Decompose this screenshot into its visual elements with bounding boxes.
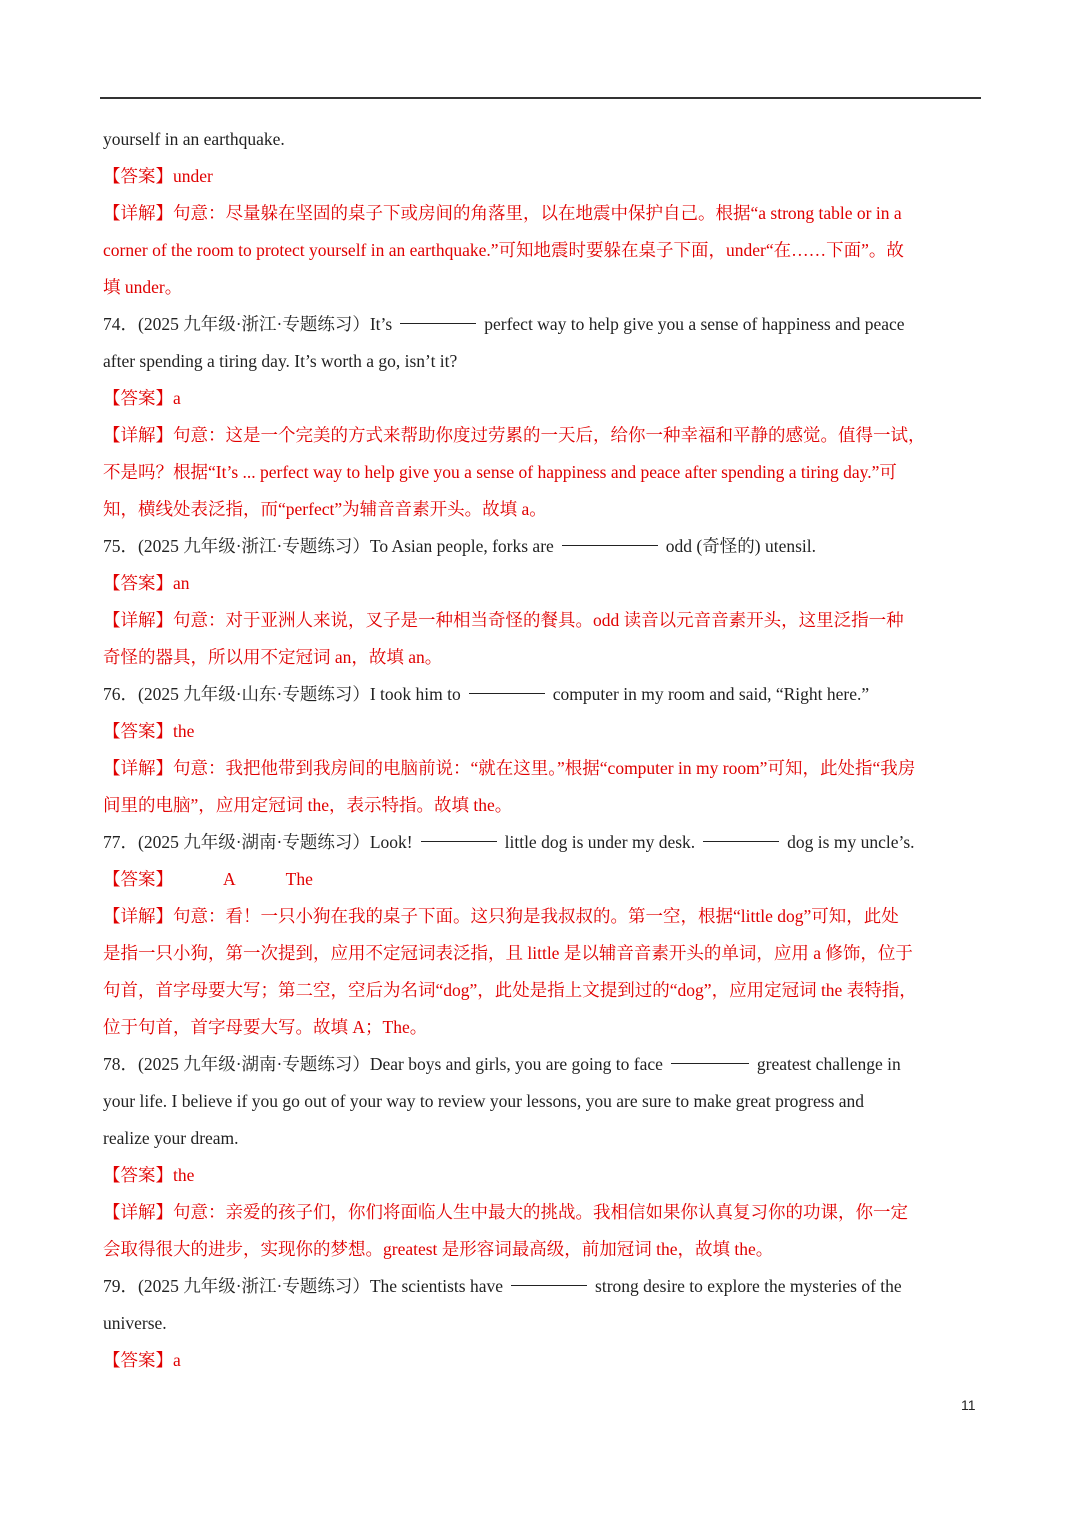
answer-value: A <box>223 869 236 889</box>
text-line: universe. <box>103 1313 167 1333</box>
answer-line: 【答案】a <box>103 1350 181 1370</box>
document-page <box>103 121 983 1379</box>
explanation-line: 奇怪的器具，所以用不定冠词 an，故填 an。 <box>103 647 443 667</box>
question-text: greatest challenge in <box>756 1054 901 1074</box>
explanation-line: 【详解】句意：尽量躲在坚固的桌子下或房间的角落里，以在地震中保护自己。根据“a strong table or in a <box>103 203 902 223</box>
answer-blank <box>469 693 545 694</box>
answer-line: 【答案】a <box>103 388 181 408</box>
question-76 <box>103 676 983 713</box>
question-text: dog is my uncle’s. <box>787 832 915 852</box>
question-79 <box>103 1268 983 1305</box>
explanation-line: 间里的电脑”，应用定冠词 the，表示特指。故填 the。 <box>103 795 513 815</box>
explanation-line: 【详解】句意：亲爱的孩子们，你们将面临人生中最大的挑战。我相信如果你认真复习你的功课，你一定 <box>103 1202 908 1222</box>
question-74 <box>103 306 983 343</box>
explanation-line: 填 under。 <box>103 277 183 297</box>
answer-blank <box>421 841 497 842</box>
answer-line: 【答案】an <box>103 573 190 593</box>
question-text: perfect way to help give you a sense of happiness and peace <box>484 314 905 334</box>
text-line: your life. I believe if you go out of your way to review your lessons, you are sure to make great progress and <box>103 1091 865 1111</box>
answer-line: 【答案】the <box>103 721 195 741</box>
page-number: 11 <box>961 1397 976 1413</box>
answer-blank <box>562 545 658 546</box>
answer-line <box>103 861 983 898</box>
answer-value: The <box>285 869 313 889</box>
explanation-line: 【详解】句意：看！一只小狗在我的桌子下面。这只狗是我叔叔的。第一空，根据“little dog”可知，此处 <box>103 906 899 926</box>
answer-blank <box>703 841 779 842</box>
question-text: odd (奇怪的) utensil. <box>665 536 816 556</box>
answer-line: 【答案】the <box>103 1165 195 1185</box>
question-text: little dog is under my desk. <box>504 832 696 852</box>
text-line: after spending a tiring day. It’s worth a go, isn’t it? <box>103 351 458 371</box>
question-text: 78．(2025 九年级·湖南·专题练习）Dear boys and girls, you are going to face <box>103 1054 663 1074</box>
explanation-line: 知，横线处表泛指，而“perfect”为辅音音素开头。故填 a。 <box>103 499 547 519</box>
explanation-line: 【详解】句意：我把他带到我房间的电脑前说：“就在这里。”根据“computer in my room”可知，此处指“我房 <box>103 758 916 778</box>
question-text: 76．(2025 九年级·山东·专题练习）I took him to <box>103 684 461 704</box>
question-text: strong desire to explore the mysteries of the <box>595 1276 902 1296</box>
header-rule <box>100 97 981 99</box>
question-text: computer in my room and said, “Right here.” <box>552 684 870 704</box>
answer-label: 【答案】 <box>103 869 173 889</box>
answer-line: 【答案】under <box>103 166 213 186</box>
question-text: 75．(2025 九年级·浙江·专题练习）To Asian people, forks are <box>103 536 554 556</box>
question-78 <box>103 1046 983 1083</box>
explanation-line: corner of the room to protect yourself in an earthquake.”可知地震时要躲在桌子下面，under“在……下面”。故 <box>103 240 904 260</box>
question-text: 77．(2025 九年级·湖南·专题练习）Look! <box>103 832 413 852</box>
explanation-line: 【详解】句意：对于亚洲人来说，叉子是一种相当奇怪的餐具。odd 读音以元音音素开头，这里泛指一种 <box>103 610 904 630</box>
text-line: yourself in an earthquake. <box>103 129 285 149</box>
answer-blank <box>511 1285 587 1286</box>
question-75 <box>103 528 983 565</box>
text-line: realize your dream. <box>103 1128 239 1148</box>
explanation-line: 是指一只小狗，第一次提到，应用不定冠词表泛指，且 little 是以辅音音素开头的单词，应用 a 修饰，位于 <box>103 943 913 963</box>
answer-blank <box>400 323 476 324</box>
explanation-line: 会取得很大的进步，实现你的梦想。greatest 是形容词最高级，前加冠词 the，故填 the。 <box>103 1239 774 1259</box>
answer-blank <box>671 1063 749 1064</box>
question-text: 79．(2025 九年级·浙江·专题练习）The scientists have <box>103 1276 504 1296</box>
question-77 <box>103 824 983 861</box>
explanation-line: 不是吗？根据“It’s ... perfect way to help give you a sense of happiness and peace after spending a tiring day.”可 <box>103 462 897 482</box>
explanation-line: 【详解】句意：这是一个完美的方式来帮助你度过劳累的一天后，给你一种幸福和平静的感觉。值得一试， <box>103 425 926 445</box>
question-text: 74．(2025 九年级·浙江·专题练习）It’s <box>103 314 393 334</box>
explanation-line: 位于句首，首字母要大写。故填 A；The。 <box>103 1017 428 1037</box>
explanation-line: 句首，首字母要大写；第二空，空后为名词“dog”，此处是指上文提到过的“dog”，应用定冠词 the 表特指， <box>103 980 917 1000</box>
